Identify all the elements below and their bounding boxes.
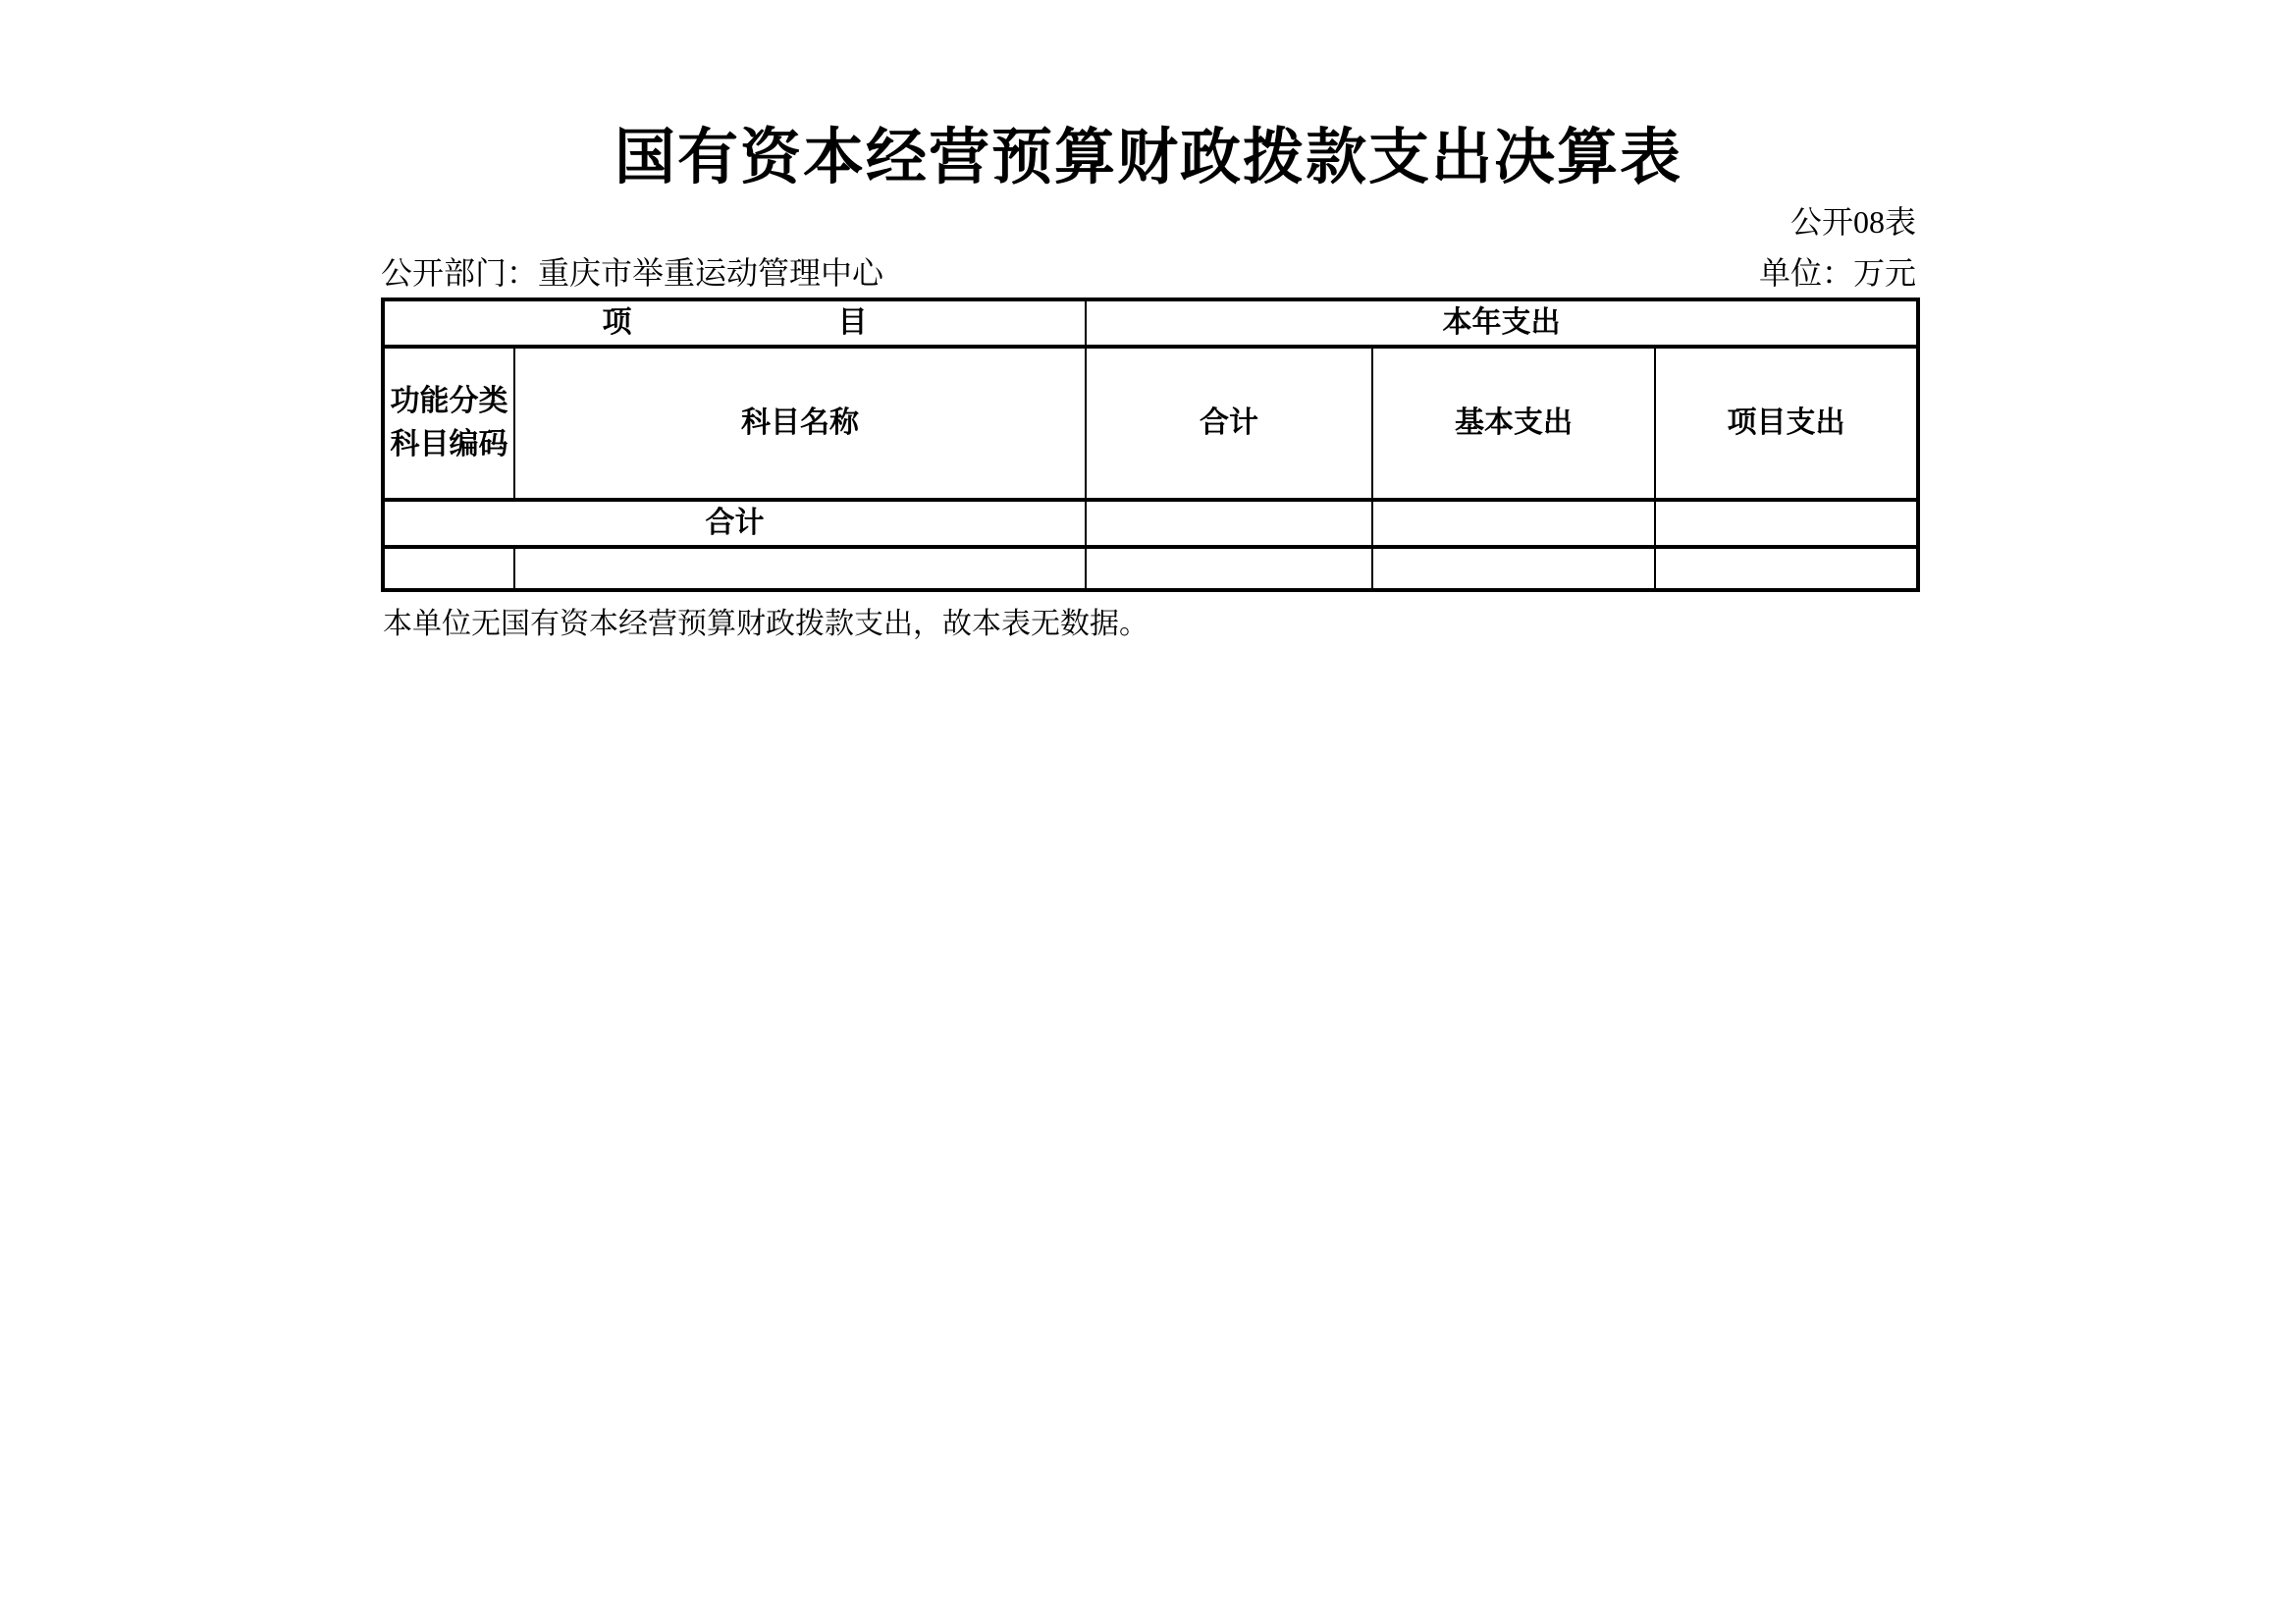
header-item-group: 项 目 [383, 299, 1086, 347]
department-label: 公开部门：重庆市举重运动管理中心 [381, 255, 884, 291]
header-project-expenditure: 项目支出 [1655, 347, 1918, 500]
table-code-label: 公开08表 [1789, 204, 1916, 240]
blank-row-basic-cell [1372, 547, 1655, 590]
table-row-total [383, 500, 1918, 547]
meta-row [381, 254, 1916, 292]
budget-table [381, 298, 1920, 592]
header-basic-expenditure: 基本支出 [1372, 347, 1655, 500]
header-year-expenditure-group: 本年支出 [1086, 299, 1918, 347]
table-header-group-row [383, 299, 1918, 347]
total-row-project-cell [1655, 500, 1918, 547]
table-header-columns-row [383, 347, 1918, 500]
no-data-note: 本单位无国有资本经营预算财政拨款支出，故本表无数据。 [383, 608, 1148, 640]
table-row-blank [383, 547, 1918, 590]
total-row-total-cell [1086, 500, 1372, 547]
blank-row-project-cell [1655, 547, 1918, 590]
page-title: 国有资本经营预算财政拨款支出决算表 [614, 124, 1682, 191]
total-row-basic-cell [1372, 500, 1655, 547]
blank-row-name-cell [514, 547, 1086, 590]
header-total: 合计 [1086, 347, 1372, 500]
blank-row-total-cell [1086, 547, 1372, 590]
blank-row-code-cell [383, 547, 514, 590]
total-row-label: 合计 [383, 500, 1086, 547]
header-function-code: 功能分类科目编码 [383, 347, 514, 500]
header-subject-name: 科目名称 [514, 347, 1086, 500]
unit-label: 单位：万元 [1758, 255, 1916, 291]
